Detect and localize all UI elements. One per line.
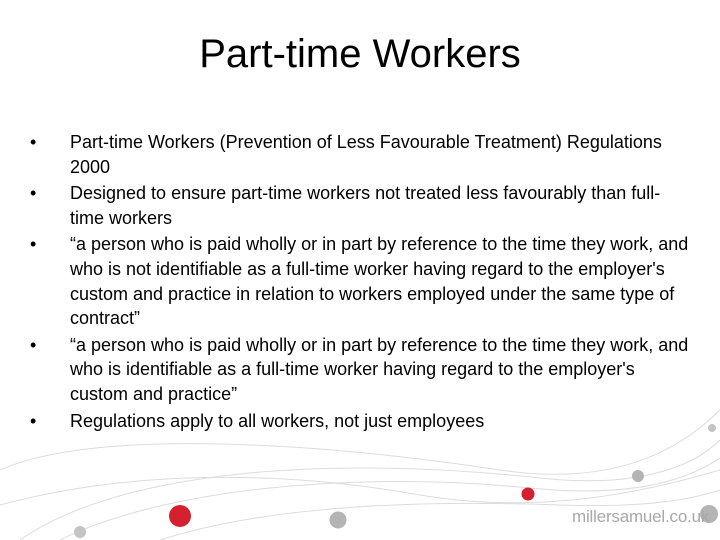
slide-title: Part-time Workers bbox=[199, 32, 521, 76]
swoosh-line bbox=[0, 410, 720, 474]
bullet-item: • “a person who is paid wholly or in part by reference to the time they work, and who is identifiable as a full-time worker having regard to the employer's custom and practice” bbox=[30, 333, 690, 407]
red-dot bbox=[522, 488, 535, 501]
bullet-item: • “a person who is paid wholly or in part by reference to the time they work, and who is not identifiable as a full-time worker having regard to the employer's custom and practice in relation to workers employed under the same type of contract” bbox=[30, 232, 690, 330]
grey-dot bbox=[708, 424, 716, 432]
footer-brand: millersamuel.co.uk bbox=[572, 507, 710, 526]
bullet-item: • Designed to ensure part-time workers not treated less favourably than full-time workers bbox=[30, 181, 690, 230]
swoosh-line bbox=[0, 470, 720, 505]
swoosh-line bbox=[60, 458, 720, 540]
bullet-item: • Regulations apply to all workers, not just employees bbox=[30, 409, 690, 434]
grey-dot bbox=[74, 526, 86, 538]
grey-dot bbox=[632, 470, 644, 482]
bullet-item: • Part-time Workers (Prevention of Less Favourable Treatment) Regulations 2000 bbox=[30, 130, 690, 179]
grey-dot bbox=[330, 512, 347, 529]
red-dot bbox=[169, 505, 191, 527]
